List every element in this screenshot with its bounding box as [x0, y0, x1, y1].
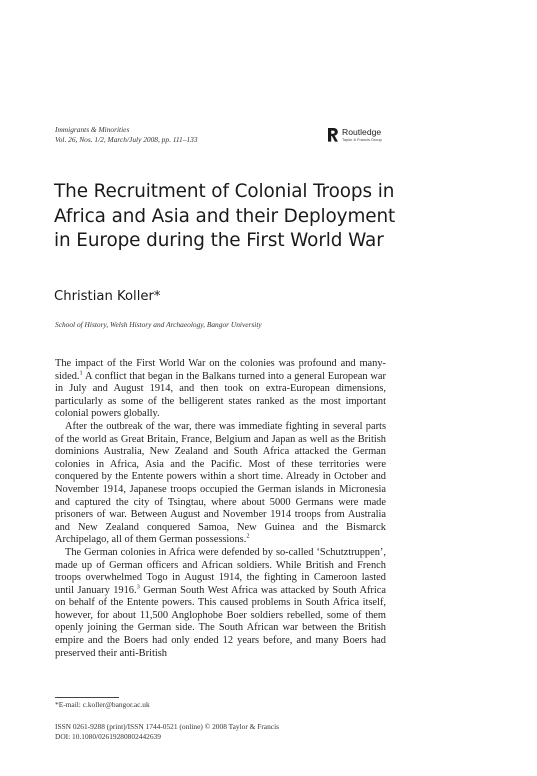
footnote-ref-1: 1: [79, 369, 83, 377]
journal-name: Immigrants & Minorities: [55, 125, 130, 134]
paragraph-3-text-a: The German colonies in Africa were defended by so-called ‘Schutztruppen’, made up of German officers and African soldiers. While British and French troops overwhelmed Togo in August 1914, the fighting in Cameroon lasted until January 1916.: [55, 546, 386, 596]
footnote-ref-2: 2: [246, 532, 250, 540]
journal-citation: Vol. 26, Nos. 1/2, March/July 2008, pp. 111–133: [55, 135, 198, 144]
footnote-ref-3: 3: [136, 583, 140, 591]
paragraph-3-text-b: German South West Africa was attacked by South Africa on behalf of the Entente powers. This caused problems in South Africa itself, however, for about 11,500 Anglophobe Boer soldiers rebelled, some of them openly joining the German side. The South African war between the British empire and the Boers had only ended 12 years before, and many Boers had preserved their anti-British: [55, 584, 386, 659]
publisher-group: Taylor & Francis Group: [342, 137, 382, 142]
paragraph-2-text-a: After the outbreak of the war, there was immediate fighting in several parts of the world as Great Britain, France, Belgium and Japan as well as the British dominions Australia, New Zealand and South Africa attacked the German colonies in Africa, Asia and the Pacific. Most of these territories were conquered by the Entente powers within a short time. Already in October and November 1914, Japanese troops occupied the German islands in Micronesia and captured the city of Tsingtau, where about 5000 Germans were made prisoners of war. Between August and November 1914 troops from Australia and New Zealand conquered Samoa, New Guinea and the Bismarck Archipelago, all of them German possessions.: [55, 420, 386, 546]
footnote-divider: [55, 697, 119, 698]
publisher-name: Routledge: [342, 127, 382, 137]
author-affiliation: School of History, Welsh History and Archaeology, Bangor University: [55, 320, 262, 329]
paragraph-1-text-b: A conflict that began in the Balkans turned into a general European war in July and August 1914, and then took on extra-European dimensions, particularly as some of the belligerent states ranked as the most important colonial powers globally.: [55, 370, 386, 420]
article-body: [55, 358, 386, 660]
article-title: The Recruitment of Colonial Troops in Africa and Asia and their Deployment in Europe during the First World War: [54, 181, 396, 251]
journal-header: [55, 125, 198, 145]
paragraph-3: [55, 547, 386, 660]
paragraph-2: [55, 421, 386, 547]
routledge-icon: [327, 127, 339, 143]
author-email-footnote: *E-mail: c.koller@bangor.ac.uk: [55, 700, 150, 709]
paragraph-1: [55, 358, 386, 421]
issn-line: ISSN 0261-9288 (print)/ISSN 1744-0521 (online) © 2008 Taylor & Francis: [55, 722, 279, 731]
article-author: Christian Koller*: [54, 289, 161, 304]
doi-line: DOI: 10.1080/02619280802442639: [55, 732, 161, 741]
paragraph-1-text-a: The impact of the First World War on the colonies was profound and many-sided.: [55, 358, 386, 382]
